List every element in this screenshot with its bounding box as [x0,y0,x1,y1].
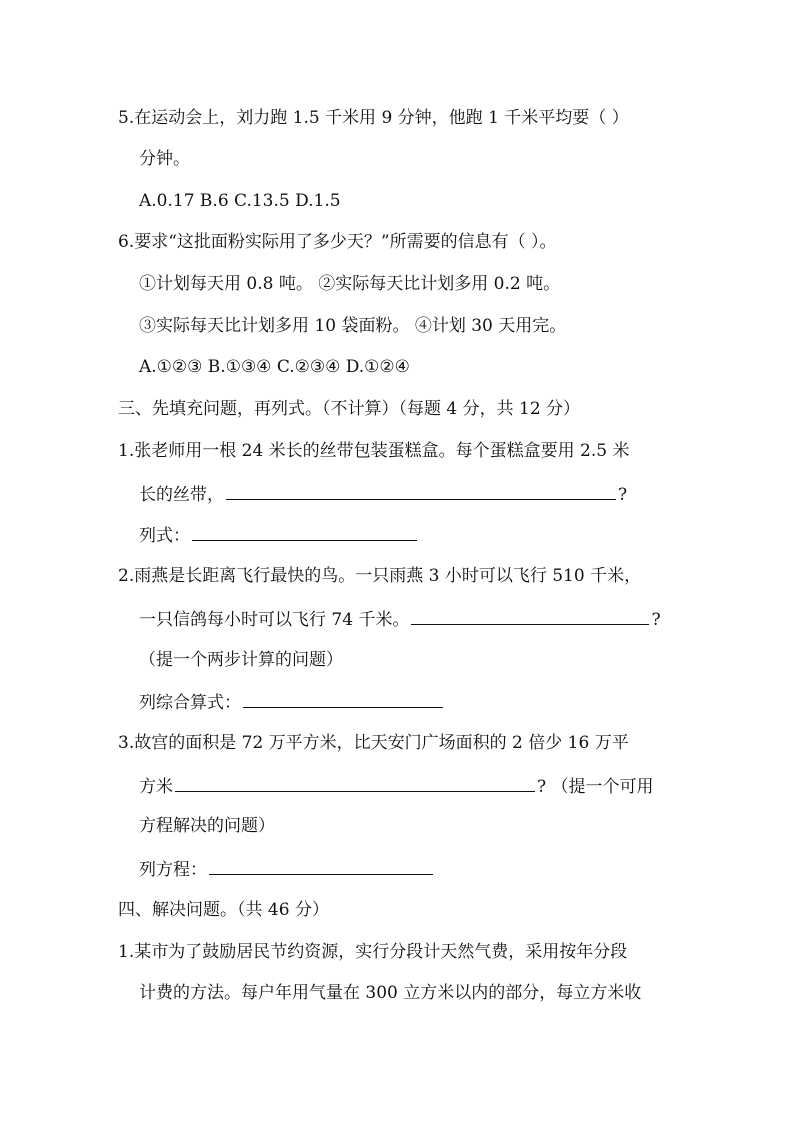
s3-p2-formula-blank[interactable] [243,689,443,708]
q5-stem: 5.在运动会上，刘力跑 1.5 千米用 9 分钟，他跑 1 千米平均要（ ） [118,108,629,128]
s4-p1-line1: 1.某市为了鼓励居民节约资源，实行分段计天然气费，采用按年分段 [118,942,628,962]
s3-p3-hint: 方程解决的问题） [139,816,275,836]
s3-p2-prefix: 一只信鸽每小时可以飞行 74 千米。 [139,610,410,630]
s3-p2-question-line [139,606,661,632]
s3-p1-formula-blank[interactable] [192,522,417,541]
q6-info-1: ①计划每天用 0.8 吨。 ②实际每天比计划多用 0.2 吨。 [139,274,561,294]
s3-p2-formula-line [139,689,445,715]
s3-p1-answer-blank[interactable] [226,481,616,500]
s3-p3-formula-label: 列方程： [139,860,207,880]
s3-p2-suffix: ? [651,610,661,630]
s3-p3-formula-blank[interactable] [209,856,433,875]
s3-p3-stem: 3.故宫的面积是 72 万平方米，比天安门广场面积的 2 倍少 16 万平 [118,733,629,753]
q6-info-2: ③实际每天比计划多用 10 袋面粉。 ④计划 30 天用完。 [139,316,567,336]
s3-p3-answer-blank[interactable] [175,773,535,792]
s3-p2-stem: 2.雨燕是长距离飞行最快的鸟。一只雨燕 3 小时可以飞行 510 千米， [118,566,642,586]
s3-p1-suffix: ? [618,485,628,505]
section4-title: 四、解决问题。（共 46 分） [118,900,329,920]
s3-p1-question-line [139,481,627,507]
s3-p2-answer-blank[interactable] [411,606,649,625]
s3-p1-prefix: 长的丝带， [139,485,224,505]
q6-options: A.①②③ B.①③④ C.②③④ D.①②④ [139,357,410,377]
s3-p1-formula-label: 列式： [139,526,190,546]
s3-p3-suffix: ? （提一个可用 [537,777,654,797]
s3-p2-hint: （提一个两步计算的问题） [139,650,343,670]
s3-p1-stem: 1.张老师用一根 24 米长的丝带包装蛋糕盒。每个蛋糕盒要用 2.5 米 [118,441,630,461]
s4-p1-line2: 计费的方法。每户年用气量在 300 立方米以内的部分，每立方米收 [139,983,642,1003]
s3-p3-formula-line [139,856,435,882]
q6-stem: 6.要求“这批面粉实际用了多少天？”所需要的信息有（ ）。 [118,232,557,252]
s3-p1-formula-line [139,522,419,548]
s3-p2-formula-label: 列综合算式： [139,693,241,713]
q5-stem-cont: 分钟。 [139,149,190,169]
s3-p3-question-line [139,773,654,799]
s3-p3-prefix: 方米 [139,777,173,797]
section3-title: 三、先填充问题，再列式。（不计算）（每题 4 分，共 12 分） [118,399,581,419]
q5-options: A.0.17 B.6 C.13.5 D.1.5 [139,191,341,211]
